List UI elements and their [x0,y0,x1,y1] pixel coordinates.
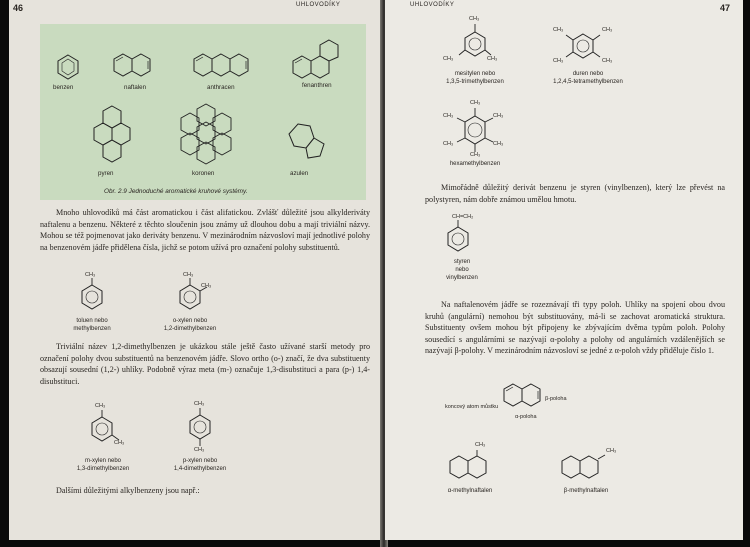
label-fenanthren: fenanthren [302,82,332,89]
m-xylen-structure [89,410,125,454]
o-xylen-ch3-a: CH₃ [183,272,194,278]
anthracen-structure [193,52,251,80]
hexamethylbenzen-structure [451,106,499,156]
beta-methylnaftalen-structure [561,452,613,482]
running-head-left: UHLOVODÍKY [296,2,341,8]
toluen-structure [79,278,105,312]
azulen-structure [286,122,328,162]
hexamethyl-ch3-a: CH₃ [470,100,481,106]
alpha-methyl-ch3: CH₃ [475,442,486,448]
duren-ch3-b: CH₃ [602,27,613,33]
paragraph-text: Mnoho uhlovodíků má část aromatickou i část alifatickou. Zvlášť důležité jsou alkylderiváty naftalenu a benzenu. Některé z těchto sloučenin jsou známy už dlouhou dobu a mají triviální názvy. Mohou se též pojmenovat jako deriváty benzenu. V mezinárodním názvosloví mají jednotlivé polohy na benzenovém jádře přidělena čísla, jichž se potom užívá pro označení polohy substituentů. [40,208,370,252]
styren-structure [445,218,481,256]
right-page [385,0,743,540]
duren-structure [561,26,605,66]
pyren-structure [90,104,134,164]
duren-ch3-c: CH₃ [553,58,564,64]
naftalen-positions-structure [503,382,543,410]
m-xylen-ch3-b: CH₃ [114,440,125,446]
hexamethyl-ch3-d: CH₃ [443,141,454,147]
paragraph-text: Dalšími důležitými alkylbenzeny jsou např.: [56,486,200,495]
label-azulen: azulen [290,170,309,177]
hexamethyl-ch3-e: CH₃ [493,141,504,147]
duren-ch3-a: CH₃ [553,27,564,33]
label-beta-methylnaftalen: β-methylnaftalen [563,488,609,494]
label-anthracen: anthracen [207,84,235,91]
label-mesitylen: mesitylen nebo 1,3,5-trimethylbenzen [446,71,504,85]
label-styren: styren nebo vinylbenzen [446,259,478,281]
paragraph-ortho-meta-para [40,341,370,387]
left-page [9,0,382,540]
label-m-xylen: m-xylen nebo 1,3-dimethylbenzen [76,458,130,472]
p-xylen-ch3-b: CH₃ [194,447,205,453]
paragraph-text: Triviální název 1,2-dimethylbenzen je ukázkou stále ještě často užívané starší metody pro označení polohy dvou substituentů na benzenovém jádře. Slovo ortho (o-) značí, že dva substituenty obsazují sousední (1,2-) uhlíky. Podobně výraz meta (m-) označuje 1,3-disubstituci a para (p-) 1,4-disubstituci. [40,342,370,386]
styren-vinyl: CH=CH₂ [452,214,474,220]
label-alpha-methylnaftalen: α-methylnaftalen [447,488,493,494]
label-duren: duren nebo 1,2,4,5-tetramethylbenzen [553,71,623,85]
hexamethyl-ch3-c: CH₃ [493,113,504,119]
p-xylen-ch3-a: CH₃ [194,401,205,407]
label-hexamethylbenzen: hexamethylbenzen [449,161,501,167]
naftalen-structure [113,52,153,80]
paragraph-naphthalene-positions [425,299,725,357]
paragraph-text: Mimořádně důležitý derivát benzenu je styren (vinylbenzen), který lze převést na polystyren, nám dobře známou umělou hmotu. [425,183,725,204]
mesitylen-ch3-a: CH₃ [469,16,480,22]
label-o-xylen: o-xylen nebo 1,2-dimethylbenzen [163,318,217,332]
figure-aromatic-rings [40,24,366,200]
fenanthren-structure [292,36,344,82]
label-benzen: benzen [53,84,74,91]
paragraph-alkyl-derivatives [40,207,370,253]
paragraph-other-alkylbenzenes [40,485,370,497]
label-terminal-atom: koncový atom můstku [445,404,499,410]
o-xylen-ch3-b: CH₃ [201,283,212,289]
label-beta-position: β-poloha [545,396,567,402]
toluen-ch3: CH₃ [85,272,96,278]
koronen-structure [174,102,238,166]
m-xylen-ch3-a: CH₃ [95,403,106,409]
alpha-methylnaftalen-structure [449,448,489,482]
hexamethyl-ch3-b: CH₃ [443,113,454,119]
label-naftalen: naftalen [124,84,147,91]
label-koronen: koronen [192,170,215,177]
figure-caption: Obr. 2.9 Jednoduché aromatické kruhové systémy. [104,188,248,195]
paragraph-text: Na naftalenovém jádře se rozeznávají tři typy poloh. Uhlíky na spojení obou dvou kruhů (angulární) nemohou být substituovány, má-li se zachovat aromatická struktura. Substituenty ovšem mohou být připojeny ke zbývajícím dvěma typům poloh. Polohy sousedící s angulárními se nazývají α-polohy a polohy od angulárních vzdálenějších se nazývají β-polohy. V mezinárodním názvosloví se jedné z α-poloh vždy přiděluje číslo 1. [425,300,725,356]
benzen-structure [57,54,79,80]
duren-ch3-d: CH₃ [602,58,613,64]
label-p-xylen: p-xylen nebo 1,4-dimethylbenzen [173,458,227,472]
page-number-left: 46 [13,3,24,13]
mesitylen-ch3-b: CH₃ [443,56,454,62]
paragraph-styrene [425,182,725,205]
beta-methyl-ch3: CH₃ [606,448,617,454]
running-head-right: UHLOVODÍKY [410,2,455,8]
label-pyren: pyren [98,170,114,177]
mesitylen-ch3-c: CH₃ [487,56,498,62]
label-alpha-position: α-poloha [515,414,537,420]
hexamethyl-ch3-f: CH₃ [470,152,481,158]
p-xylen-structure [187,408,213,450]
page-number-right: 47 [720,3,731,13]
label-toluen: toluen nebo methylbenzen [73,318,111,332]
